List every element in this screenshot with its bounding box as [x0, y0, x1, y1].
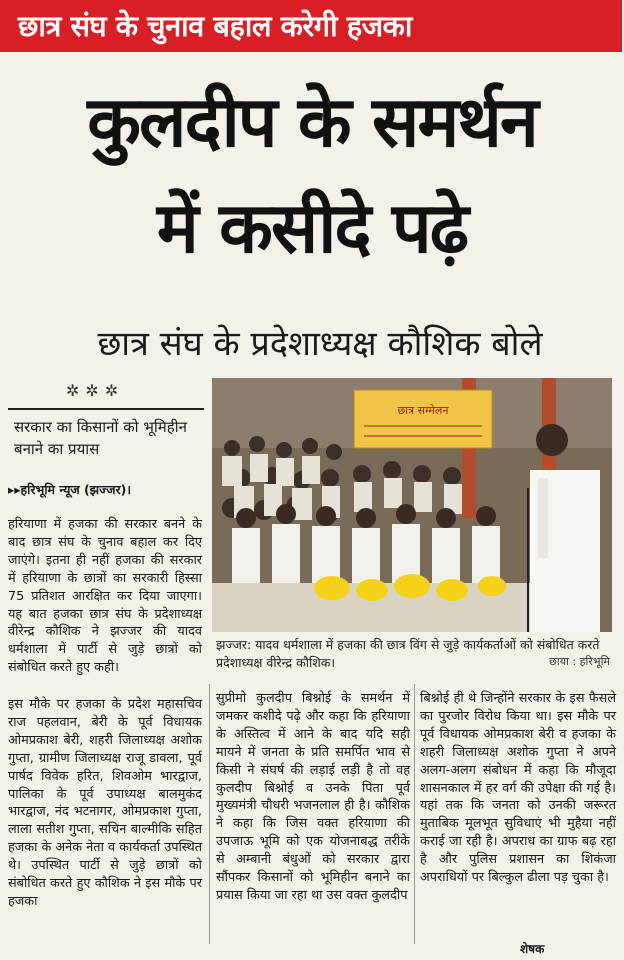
subheadline: छात्र संघ के प्रदेशाध्यक्ष कौशिक बोले [97, 324, 543, 364]
column-rule-1 [209, 684, 210, 944]
kicker-strap: छात्र संघ के चुनाव बहाल करेगी हजका [0, 0, 622, 52]
headline-line-1: कुलदीप के समर्थन [87, 81, 537, 163]
photo-caption: झज्जर: यादव धर्मशाला में हजका की छात्र विंग से जुड़े कार्यकर्ताओं को संबोधित करते प्रदेशाध्यक्ष वीरेन्द्र कौशिक। [216, 637, 600, 670]
column-rule-2 [414, 684, 415, 944]
continued-marker: शेषक [520, 942, 545, 956]
body-column-1-top: हरियाणा में हजका की सरकार बनने के बाद छात्र संघ के चुनाव बहाल कर दिए जाएंगे। इतना ही नहीं हजका की सरकार में हरियाणा के छात्रों का सरकारी हिस्सा 75 प्रतिशत आरक्षित कर दिया जाएगा। यह बात हजका छात्र संघ के प्रदेशाध्यक्ष वीरेन्द्र कौशिक ने झज्जर की यादव धर्मशाला में पार्टी से जुड़े छात्रों को संबोधित करते हुए कही। [8, 517, 202, 676]
photo-banner-text: छात्र सम्मेलन [397, 404, 449, 417]
side-headline-rule [8, 408, 204, 410]
news-photo [212, 378, 612, 632]
body-column-1-bottom: इस मौके पर हजका के प्रदेश महासचिव राज पहलवान, बेरी के पूर्व विधायक ओमप्रकाश बेरी, शहरी जिलाध्यक्ष अशोक गुप्ता, ग्रामीण जिलाध्यक्ष राजू डावला, पूर्व पार्षद विवेक हरित, शिवओम भारद्वाज, पालिका के पूर्व उपाध्यक्ष बालमुकंद भारद्वाज, नंद भटनागर, ओमप्रकाश गुप्ता, लाला सतीश गुप्ता, सचिन बाल्मीकि सहित हजका के अनेक नेता व कार्यकर्ता उपस्थित थे। उपस्थित पार्टी से जुड़े छात्रों को संबोधित करते हुए कौशिक ने इस मौके पर हजका [8, 697, 202, 909]
body-column-2: सुप्रीमो कुलदीप बिश्नोई के समर्थन में जमकर कशीदे पढ़े और कहा कि हरियाणा के अस्तित्व में आने के बाद यदि सही मायने में जनता के प्रति समर्पित भाव से किसी ने संघर्ष की लड़ाई लड़ी है तो वह कुलदीप बिश्नोई व उनके पिता पूर्व मुख्यमंत्री चौधरी भजनलाल ही है। कौशिक ने कहा कि जिस वक्त हरियाणा की उपजाऊ भूमि को एक योजनाबद्ध तरीके से अम्बानी बंधुओं को सरकार द्वारा सौंपकर किसानों को भूमिहीन बनाने का प्रयास किया जा रहा था उस वक्त कुलदीप [216, 691, 410, 903]
headline-line-2: में कसीदे पढ़े [156, 187, 468, 269]
stars-ornament: ✲✲✲ [66, 381, 125, 400]
byline: ▸▸हरिभूमि न्यूज (झज्जर)। [8, 482, 132, 497]
side-headline: सरकार का किसानों को भूमिहीन बनाने का प्रयास [14, 418, 187, 458]
body-column-3: बिश्नोई ही थे जिन्होंने सरकार के इस फैसले का पुरजोर विरोध किया था। इस मौके पर पूर्व विधायक ओमप्रकाश बेरी व हजका के शहरी जिलाध्यक्ष अशोक गुप्ता ने अपने अलग-अलग संबोधन में कहा कि मौजूदा शासनकाल में हर वर्ग की उपेक्षा की गई है। यहां तक कि जनता को उनकी जरूरत मुताबिक मूलभूत सुविधाएं भी मुहैया नहीं कराई जा रही है। अपराध का ग्राफ बढ़ रहा है और पुलिस प्रशासन का शिकंजा अपराधियों पर बिल्कुल ढीला पड़ चुका है। [420, 691, 616, 886]
photo-credit: छाया : हरिभूमि [549, 655, 610, 668]
